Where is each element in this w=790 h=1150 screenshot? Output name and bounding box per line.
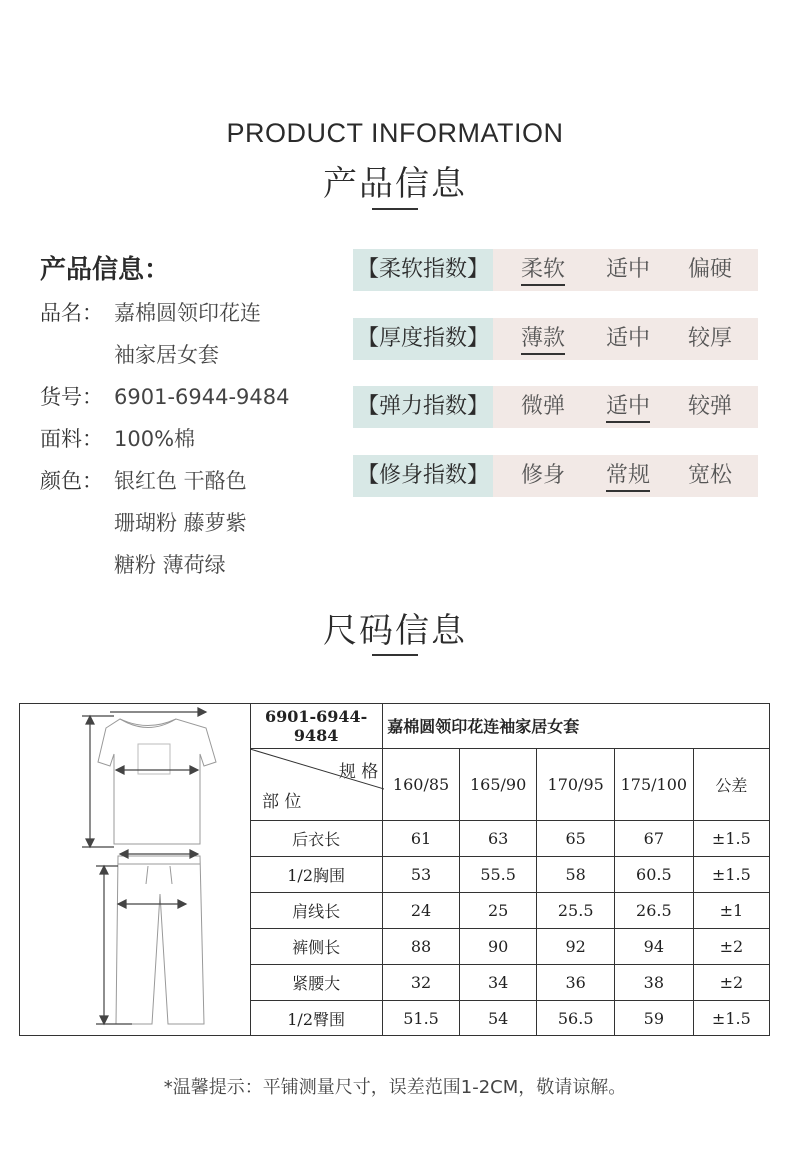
size-title: 尺码信息 <box>323 611 467 651</box>
index-option-label: 适中 <box>606 394 650 423</box>
part-cell: 1/2臀围 <box>250 1000 383 1036</box>
index-option-label: 较弹 <box>687 394 732 419</box>
value-cell: 59 <box>614 1000 693 1036</box>
table-row <box>250 964 769 1000</box>
size-grid <box>250 704 769 1036</box>
sku-line <box>40 376 340 418</box>
value-cell: 67 <box>614 820 693 856</box>
value-cell: 94 <box>614 928 693 964</box>
index-row <box>353 455 758 497</box>
name-line <box>40 292 340 334</box>
index-option-label: 较厚 <box>687 326 732 351</box>
value-cell: 60.5 <box>614 856 693 892</box>
product-code-cell: 6901-6944-9484 <box>250 704 383 748</box>
value-cell: 25.5 <box>537 892 615 928</box>
color-line <box>40 460 340 502</box>
chinese-title: 产品信息 <box>323 164 467 204</box>
value-cell: ±2 <box>693 964 769 1000</box>
index-option <box>508 249 578 291</box>
value-cell: ±2 <box>693 928 769 964</box>
fabric-value: 100%棉 <box>114 427 196 451</box>
value-cell: 26.5 <box>614 892 693 928</box>
title-divider <box>372 208 418 210</box>
product-info <box>40 250 340 586</box>
value-cell: 55.5 <box>459 856 537 892</box>
index-option-label: 常规 <box>606 463 650 492</box>
table-row <box>250 820 769 856</box>
name-line-2 <box>40 334 340 376</box>
index-option <box>675 249 745 291</box>
value-cell: 53 <box>383 856 460 892</box>
value-cell: 92 <box>537 928 615 964</box>
size-column-header: 170/95 <box>537 748 615 820</box>
index-row <box>353 249 758 291</box>
index-option <box>508 318 578 360</box>
index-option <box>593 455 663 497</box>
index-row <box>353 386 758 428</box>
value-cell: 63 <box>459 820 537 856</box>
index-option-label: 柔软 <box>521 257 565 286</box>
value-cell: 56.5 <box>537 1000 615 1036</box>
index-option <box>508 386 578 428</box>
color-value-3: 糖粉 薄荷绿 <box>114 553 226 577</box>
english-title: PRODUCT INFORMATION <box>226 118 564 148</box>
value-cell: 88 <box>383 928 460 964</box>
value-cell: 24 <box>383 892 460 928</box>
color-value-1: 银红色 干酪色 <box>114 469 247 493</box>
name-value-1: 嘉棉圆领印花连 <box>114 301 261 325</box>
value-cell: 36 <box>537 964 615 1000</box>
value-cell: 65 <box>537 820 615 856</box>
size-divider <box>372 654 418 656</box>
size-table <box>19 703 770 1036</box>
index-option <box>675 386 745 428</box>
index-label: 【弹力指数】 <box>353 386 493 428</box>
size-column-header: 160/85 <box>383 748 460 820</box>
index-label: 【修身指数】 <box>353 455 493 497</box>
index-row <box>353 318 758 360</box>
size-column-header: 公差 <box>693 748 769 820</box>
table-row <box>250 892 769 928</box>
color-label: 颜色： <box>40 469 103 493</box>
value-cell: 25 <box>459 892 537 928</box>
part-label: 部 位 <box>262 791 302 812</box>
index-label: 【厚度指数】 <box>353 318 493 360</box>
value-cell: 34 <box>459 964 537 1000</box>
index-option <box>675 455 745 497</box>
value-cell: 90 <box>459 928 537 964</box>
value-cell: 61 <box>383 820 460 856</box>
sku-value: 6901-6944-9484 <box>114 385 290 409</box>
measurement-note: *温馨提示：平铺测量尺寸，误差范围1-2CM，敬请谅解。 <box>163 1077 627 1098</box>
index-option <box>593 386 663 428</box>
index-option-label: 适中 <box>605 326 650 351</box>
table-row <box>250 856 769 892</box>
sku-label: 货号： <box>40 385 103 409</box>
value-cell: ±1.5 <box>693 1000 769 1036</box>
color-line-2 <box>40 502 340 544</box>
part-cell: 后衣长 <box>250 820 383 856</box>
value-cell: 51.5 <box>383 1000 460 1036</box>
index-option-label: 适中 <box>605 257 650 282</box>
index-option <box>508 455 578 497</box>
part-cell: 紧腰大 <box>250 964 383 1000</box>
name-value-2: 袖家居女套 <box>114 343 219 367</box>
index-option <box>593 249 663 291</box>
value-cell: ±1.5 <box>693 856 769 892</box>
value-cell: ±1 <box>693 892 769 928</box>
index-label: 【柔软指数】 <box>353 249 493 291</box>
index-option <box>675 318 745 360</box>
size-column-header: 165/90 <box>459 748 537 820</box>
color-value-2: 珊瑚粉 藤萝紫 <box>114 511 247 535</box>
index-option-label: 修身 <box>520 463 565 488</box>
index-option-label: 微弹 <box>520 394 565 419</box>
fabric-label: 面料： <box>40 427 103 451</box>
part-cell: 裤侧长 <box>250 928 383 964</box>
index-option-label: 偏硬 <box>687 257 732 282</box>
table-row <box>250 928 769 964</box>
value-cell: 58 <box>537 856 615 892</box>
index-option <box>593 318 663 360</box>
index-option-label: 宽松 <box>687 463 732 488</box>
index-option-label: 薄款 <box>521 326 565 355</box>
value-cell: 38 <box>614 964 693 1000</box>
fabric-line <box>40 418 340 460</box>
spec-label: 规 格 <box>338 761 379 782</box>
size-column-header: 175/100 <box>614 748 693 820</box>
part-cell: 1/2胸围 <box>250 856 383 892</box>
garment-illustration <box>20 704 250 1035</box>
part-cell: 肩线长 <box>250 892 383 928</box>
product-name-cell: 嘉棉圆领印花连袖家居女套 <box>383 704 769 748</box>
table-row <box>250 1000 769 1036</box>
value-cell: 54 <box>459 1000 537 1036</box>
color-line-3 <box>40 544 340 586</box>
value-cell: 32 <box>383 964 460 1000</box>
garment-diagram <box>20 704 251 1035</box>
corner-cell <box>250 748 383 820</box>
info-heading: 产品信息： <box>40 255 171 285</box>
value-cell: ±1.5 <box>693 820 769 856</box>
name-label: 品名： <box>40 301 103 325</box>
